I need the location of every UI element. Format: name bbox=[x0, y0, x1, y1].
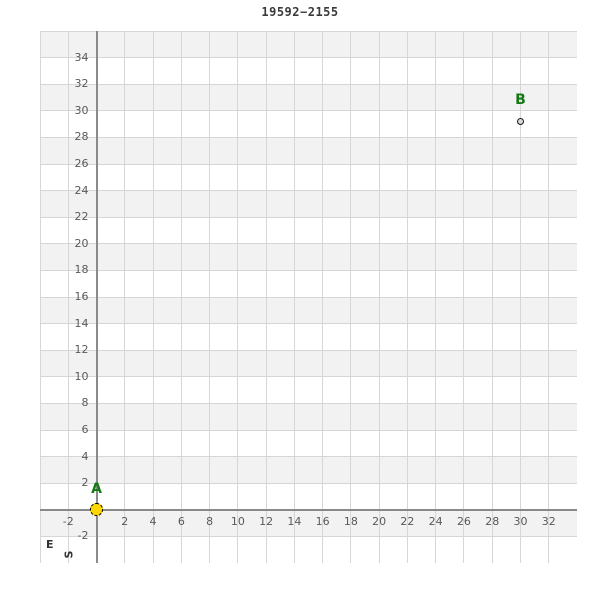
background-band bbox=[40, 350, 577, 377]
x-tick-label: 20 bbox=[372, 514, 387, 528]
y-tick-label: 16 bbox=[74, 290, 89, 303]
horizontal-gridline bbox=[40, 323, 577, 324]
y-tick-label: 32 bbox=[74, 77, 89, 91]
horizontal-gridline bbox=[40, 190, 577, 191]
horizontal-gridline bbox=[40, 137, 577, 138]
horizontal-gridline bbox=[40, 456, 577, 457]
horizontal-gridline bbox=[40, 243, 577, 244]
horizontal-gridline bbox=[40, 217, 577, 218]
x-tick-label: 18 bbox=[343, 514, 358, 528]
x-tick-label: 30 bbox=[513, 514, 528, 528]
background-band bbox=[40, 457, 577, 484]
x-tick-label: 14 bbox=[287, 514, 302, 528]
horizontal-gridline bbox=[40, 31, 577, 32]
background-band bbox=[40, 403, 577, 430]
horizontal-gridline bbox=[40, 84, 577, 85]
chart-title: 19592−2155 bbox=[261, 5, 339, 19]
background-band bbox=[40, 297, 577, 324]
x-tick-label: 28 bbox=[485, 514, 500, 528]
y-tick-label: 18 bbox=[74, 263, 89, 277]
background-band bbox=[40, 137, 577, 164]
x-tick-label: 32 bbox=[541, 514, 556, 528]
y-tick-label: 34 bbox=[74, 50, 89, 64]
x-axis-line bbox=[40, 509, 577, 511]
x-tick-label: 16 bbox=[315, 514, 330, 528]
y-tick-label: 14 bbox=[74, 316, 89, 330]
horizontal-gridline bbox=[40, 110, 577, 111]
point-label-A: A bbox=[91, 480, 102, 497]
y-tick-label: 30 bbox=[74, 103, 89, 117]
data-point-B bbox=[517, 118, 524, 125]
background-band bbox=[40, 244, 577, 271]
y-tick-label: 6 bbox=[81, 423, 89, 436]
y-tick-label: 8 bbox=[81, 396, 89, 410]
plot-area bbox=[40, 31, 577, 563]
y-tick-label: 20 bbox=[74, 236, 89, 250]
background-band bbox=[40, 31, 577, 58]
horizontal-gridline bbox=[40, 297, 577, 298]
x-tick-label: 4 bbox=[149, 514, 157, 528]
x-tick-label: 6 bbox=[177, 514, 185, 528]
y-tick-label: 26 bbox=[74, 157, 89, 170]
x-axis-label: E bbox=[46, 537, 54, 551]
x-tick-label: 8 bbox=[206, 514, 214, 528]
y-tick-label: 2 bbox=[81, 476, 89, 490]
point-label-B: B bbox=[515, 92, 526, 109]
background-band bbox=[40, 84, 577, 111]
y-tick-label: 22 bbox=[74, 210, 89, 224]
x-tick-label: 26 bbox=[456, 514, 471, 528]
x-tick-label: -2 bbox=[62, 514, 74, 528]
x-tick-label: 10 bbox=[230, 514, 245, 528]
background-band bbox=[40, 191, 577, 218]
horizontal-gridline bbox=[40, 164, 577, 165]
y-tick-label: -2 bbox=[77, 529, 89, 543]
horizontal-gridline bbox=[40, 57, 577, 58]
y-tick-label: 4 bbox=[81, 449, 89, 463]
horizontal-gridline bbox=[40, 350, 577, 351]
x-tick-label: 22 bbox=[400, 514, 415, 528]
y-tick-label: 28 bbox=[74, 130, 89, 144]
x-tick-label: 2 bbox=[121, 514, 129, 528]
x-tick-label: 12 bbox=[259, 514, 274, 528]
x-tick-label: 24 bbox=[428, 514, 443, 528]
horizontal-gridline bbox=[40, 483, 577, 484]
horizontal-gridline bbox=[40, 270, 577, 271]
horizontal-gridline bbox=[40, 430, 577, 431]
horizontal-gridline bbox=[40, 563, 577, 564]
y-tick-label: 12 bbox=[74, 343, 89, 357]
y-tick-label: 24 bbox=[74, 183, 89, 197]
horizontal-gridline bbox=[40, 376, 577, 377]
y-tick-label: 10 bbox=[74, 369, 89, 383]
y-axis-label: S bbox=[62, 550, 76, 559]
horizontal-gridline bbox=[40, 403, 577, 404]
horizontal-gridline bbox=[40, 536, 577, 537]
